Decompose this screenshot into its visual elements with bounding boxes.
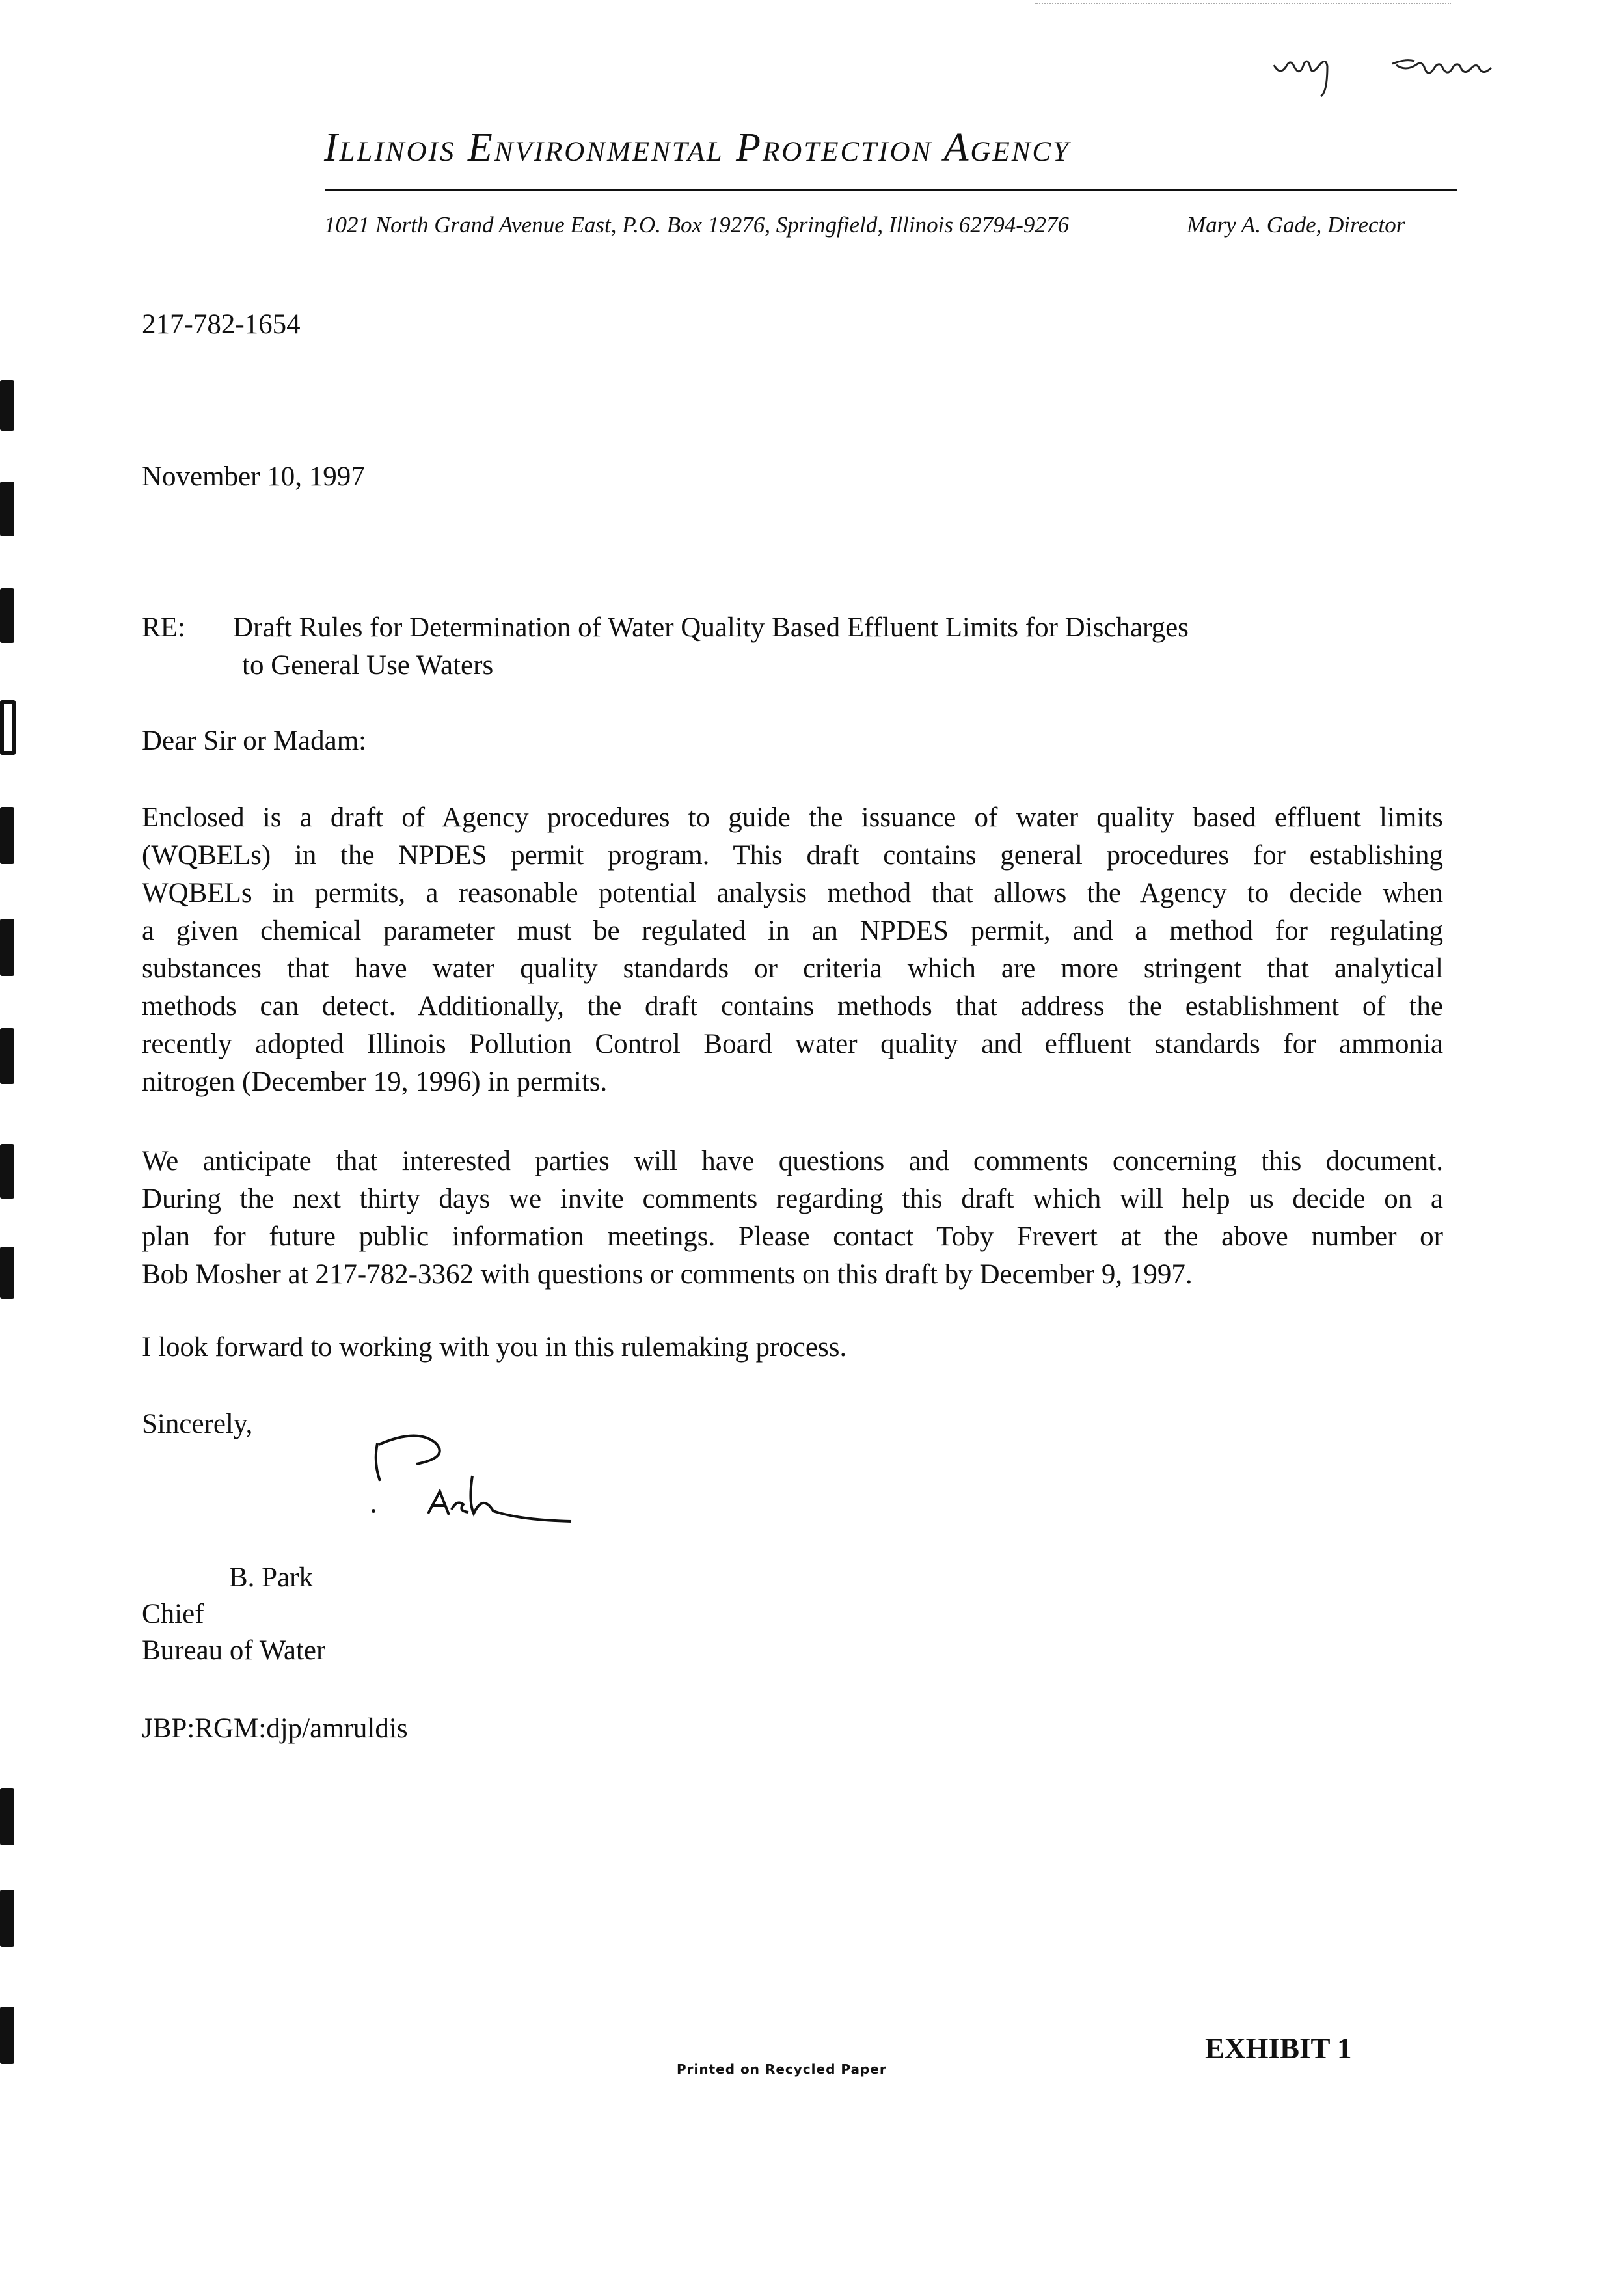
reference-initials: JBP:RGM:djp/amruldis — [142, 1713, 408, 1744]
binder-mark — [0, 807, 14, 864]
agency-director: Mary A. Gade, Director — [1187, 212, 1405, 238]
signer-title: Chief — [142, 1599, 204, 1629]
exhibit-label: EXHIBIT 1 — [1205, 2032, 1352, 2065]
salutation: Dear Sir or Madam: — [142, 726, 367, 756]
binder-mark — [0, 919, 14, 976]
re-subject-line-2: to General Use Waters — [242, 650, 494, 681]
binder-mark — [0, 1028, 14, 1084]
paragraph-comments — [142, 1143, 1443, 1294]
header-divider — [325, 189, 1457, 191]
paragraph-line: WQBELs in permits, a reasonable potential analysis method that allows the Agency to decide when — [142, 878, 1443, 908]
phone-number: 217-782-1654 — [142, 309, 301, 340]
binder-mark — [0, 588, 14, 643]
paragraph-line: substances that have water quality standards or criteria which are more stringent that analytical — [142, 953, 1443, 984]
agency-name: Illinois Environmental Protection Agency — [324, 126, 1071, 170]
closing: Sincerely, — [142, 1409, 253, 1439]
handwritten-note — [1269, 39, 1529, 104]
binder-mark — [0, 380, 14, 431]
binder-mark — [0, 1890, 14, 1947]
paragraph-line: methods can detect. Additionally, the draft contains methods that address the establishment of the — [142, 991, 1443, 1022]
binder-mark — [0, 1788, 14, 1845]
signer-bureau: Bureau of Water — [142, 1635, 326, 1666]
paragraph-line: a given chemical parameter must be regulated in an NPDES permit, and a method for regulating — [142, 916, 1443, 946]
letter-date: November 10, 1997 — [142, 461, 365, 492]
binder-mark — [0, 1247, 14, 1299]
paragraph-closing-remark — [142, 1329, 1443, 1366]
re-subject-line-1: Draft Rules for Determination of Water Quality Based Effluent Limits for Discharges — [233, 612, 1189, 643]
paragraph-line: recently adopted Illinois Pollution Control Board water quality and effluent standards for ammonia — [142, 1029, 1443, 1059]
binder-mark — [0, 2007, 14, 2064]
paragraph-line: During the next thirty days we invite comments regarding this draft which will help us decide on a — [142, 1184, 1443, 1214]
paragraph-line: We anticipate that interested parties will have questions and comments concerning this document. — [142, 1146, 1443, 1176]
scan-artifact-line — [1035, 3, 1451, 4]
binder-mark — [0, 482, 14, 536]
paragraph-line: (WQBELs) in the NPDES permit program. This draft contains general procedures for establishing — [142, 840, 1443, 871]
paragraph-line: Bob Mosher at 217-782-3362 with questions or comments on this draft by December 9, 1997. — [142, 1259, 1193, 1290]
paragraph-enclosed-draft — [142, 799, 1443, 1101]
paragraph-line: I look forward to working with you in this rulemaking process. — [142, 1332, 847, 1363]
paragraph-line: nitrogen (December 19, 1996) in permits. — [142, 1066, 608, 1097]
agency-address: 1021 North Grand Avenue East, P.O. Box 19276, Springfield, Illinois 62794-9276 — [324, 212, 1069, 238]
binder-mark — [0, 1144, 14, 1199]
paragraph-line: Enclosed is a draft of Agency procedures to guide the issuance of water quality based effluent limits — [142, 802, 1443, 833]
printed-on-recycled-note: Printed on Recycled Paper — [677, 2061, 887, 2077]
signature — [364, 1425, 586, 1542]
re-label: RE: — [142, 612, 185, 643]
binder-mark — [0, 700, 16, 755]
signer-name: B. Park — [229, 1562, 313, 1593]
paragraph-line: plan for future public information meetings. Please contact Toby Frevert at the above number or — [142, 1221, 1443, 1252]
